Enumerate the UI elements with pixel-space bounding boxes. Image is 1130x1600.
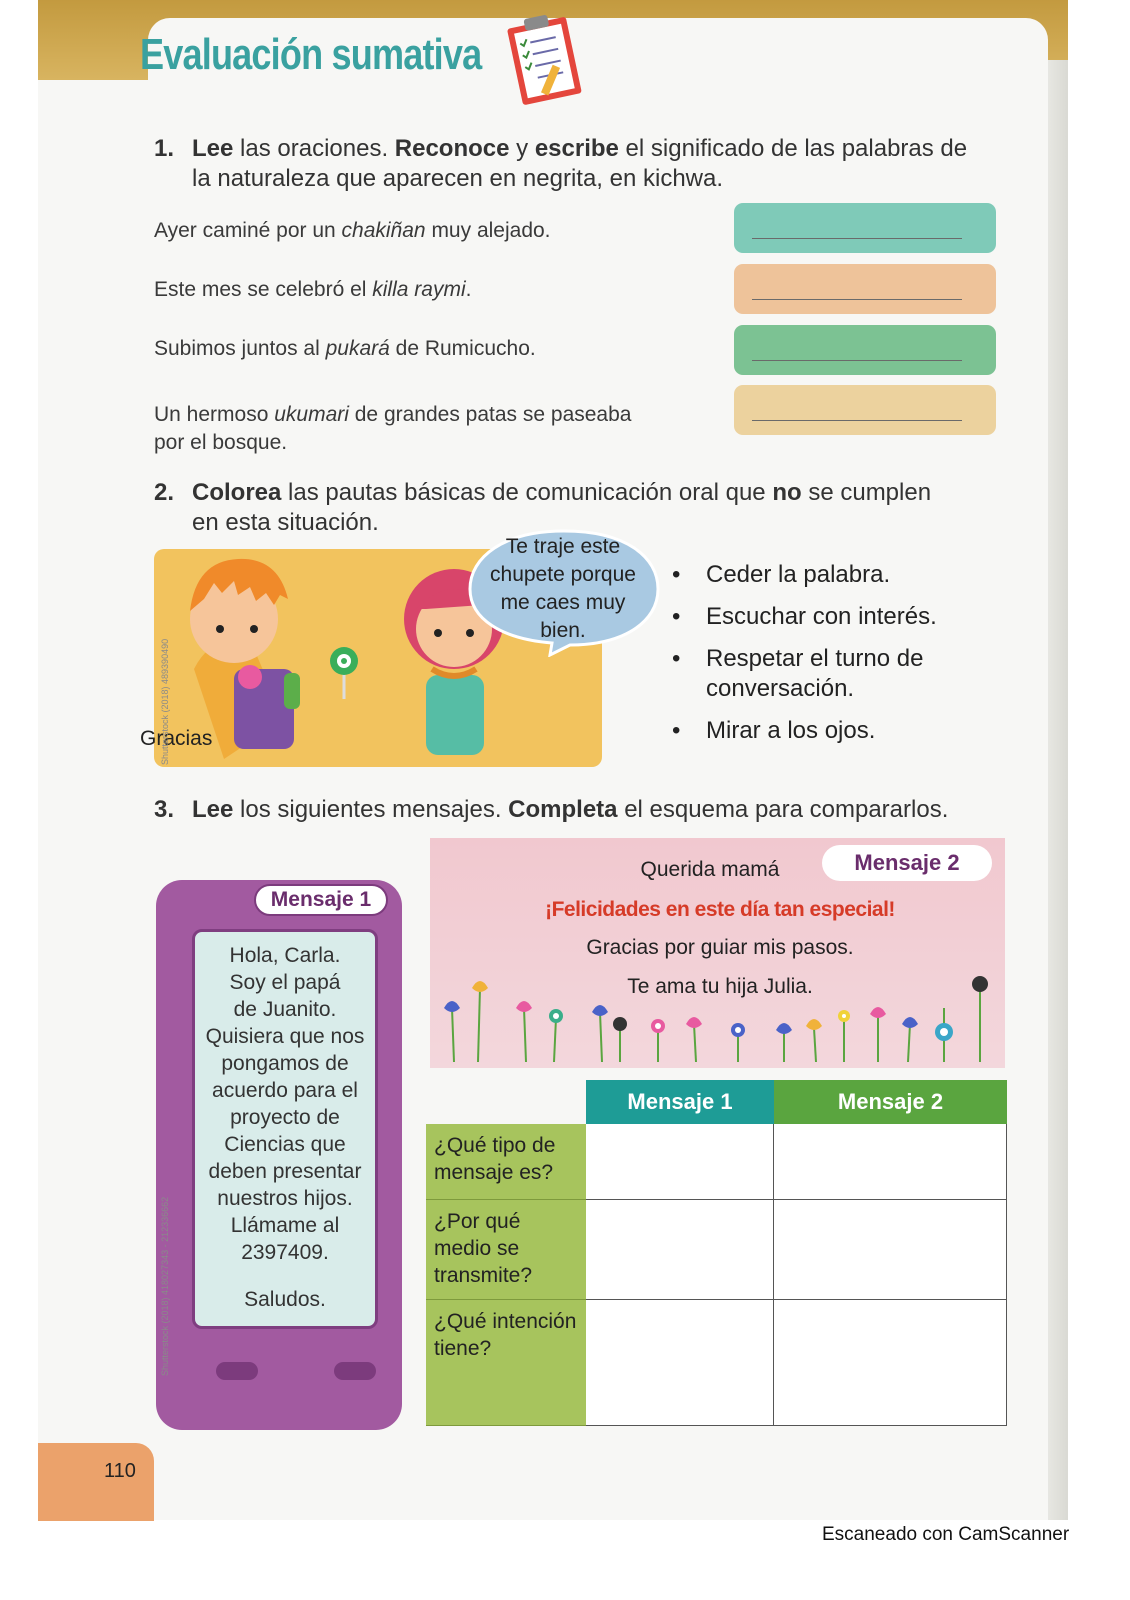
text: las pautas básicas de comunicación oral que [281, 479, 773, 506]
table-cell-answer[interactable] [774, 1300, 1007, 1426]
phone-button [216, 1362, 258, 1380]
table-cell-answer[interactable] [586, 1300, 774, 1426]
sentence-1 [154, 217, 551, 245]
communication-rules-list [672, 560, 972, 746]
verb: Colorea [192, 479, 282, 506]
verb: Completa [508, 796, 618, 823]
table-cell-answer[interactable] [774, 1124, 1007, 1200]
scanner-watermark: Escaneado con CamScanner [822, 1524, 1070, 1545]
text: Ayer caminé por un [154, 219, 342, 242]
answer-box-4[interactable] [734, 385, 996, 435]
bubble-line: chupete porque [490, 563, 636, 586]
text: de grandes patas se paseaba [348, 403, 632, 426]
sentence-2 [154, 276, 471, 304]
message-1-tag: Mensaje 1 [254, 884, 388, 916]
message-line: Hola, Carla. [229, 944, 341, 967]
page-number: 110 [104, 1460, 136, 1482]
message-2-tag: Mensaje 2 [822, 845, 992, 881]
message-1-closing: Saludos. [244, 1288, 326, 1311]
text: en esta situación. [192, 509, 379, 536]
message-2-line: Te ama tu hija Julia. [627, 975, 813, 998]
clipboard-icon [498, 8, 590, 110]
message-line: proyecto de [230, 1106, 340, 1129]
table-header-mensaje-2: Mensaje 2 [774, 1080, 1007, 1124]
sentence-4 [154, 401, 631, 457]
kichwa-word: chakiñan [341, 219, 426, 242]
text: las oraciones. [233, 135, 395, 162]
message-2-line: Gracias por guiar mis pasos. [586, 936, 854, 959]
message-line: Soy el papá [229, 971, 341, 994]
verb: Lee [192, 135, 234, 162]
message-line: Quisiera que nos [205, 1025, 365, 1048]
text: el esquema para compararlos. [617, 796, 949, 823]
answer-box-3[interactable] [734, 325, 996, 375]
bubble-line: bien. [540, 619, 586, 642]
message-line: deben presentar [208, 1160, 362, 1183]
bubble-text [470, 533, 656, 645]
text: y [509, 135, 535, 162]
gracias-label: Gracias [140, 727, 213, 750]
message-line: acuerdo para el [212, 1079, 358, 1102]
image-credit: Shutterstock (2018) 489390490 [160, 638, 170, 765]
verb: Lee [192, 796, 234, 823]
rule-item[interactable]: • Mirar a los ojos. [672, 716, 972, 746]
text: los siguientes mensajes. [233, 796, 509, 823]
rule-item[interactable]: • Ceder la palabra. [672, 560, 972, 590]
text: muy alejado. [425, 219, 551, 242]
text: Este mes se celebró el [154, 278, 373, 301]
rule-item[interactable]: • Respetar el turno de conversación. [672, 644, 972, 704]
text: Subimos juntos al [154, 337, 326, 360]
answer-box-1[interactable] [734, 203, 996, 253]
message-2-highlight-line [510, 898, 930, 922]
kichwa-word: killa raymi [372, 278, 466, 301]
bubble-line: Te traje este [505, 535, 621, 558]
kichwa-word: ukumari [274, 403, 349, 426]
table-cell-answer[interactable] [774, 1200, 1007, 1300]
kichwa-word: pukará [325, 337, 390, 360]
text: se cumplen [801, 479, 932, 506]
message-2-highlight: ¡Felicidades en este día tan especial! [545, 898, 895, 921]
question-3-text [192, 795, 948, 825]
question-1-text [192, 134, 967, 194]
sentence-3 [154, 335, 536, 363]
table-row-header: ¿Por qué medio se transmite? [426, 1200, 586, 1300]
table-row-header: ¿Qué tipo de mensaje es? [426, 1124, 586, 1200]
table-cell-answer[interactable] [586, 1200, 774, 1300]
text: Un hermoso [154, 403, 275, 426]
table-header-mensaje-1: Mensaje 1 [586, 1080, 774, 1124]
image-credit: Shutterstock (2018) 418027343 - 212336662 [160, 1196, 170, 1376]
message-2-greeting: Querida mamá [640, 858, 780, 881]
text: de Rumicucho. [389, 337, 536, 360]
phone-button [334, 1362, 376, 1380]
message-line: nuestros hijos. [217, 1187, 353, 1210]
flowers-decoration [432, 968, 1004, 1066]
text: el significado de las palabras de [618, 135, 968, 162]
question-number: 3. [154, 796, 175, 823]
text: . [465, 278, 472, 301]
page-title: Evaluación sumativa [140, 30, 482, 79]
message-line: 2397409. [241, 1241, 329, 1264]
verb: Reconoce [394, 135, 510, 162]
rule-item[interactable]: • Escuchar con interés. [672, 602, 972, 632]
bubble-line: me caes muy [500, 591, 626, 614]
table-cell-answer[interactable] [586, 1124, 774, 1200]
question-number: 1. [154, 135, 175, 162]
page-number-tab [38, 1443, 154, 1521]
emphasis: no [772, 479, 802, 506]
message-line: de Juanito. [233, 998, 337, 1021]
question-number: 2. [154, 479, 175, 506]
message-line: pongamos de [221, 1052, 349, 1075]
message-1-text [192, 942, 378, 1266]
message-line: Ciencias que [224, 1133, 346, 1156]
message-line: Llámame al [230, 1214, 340, 1237]
verb: escribe [534, 135, 619, 162]
text: por el bosque. [154, 431, 288, 454]
page-edge [1048, 60, 1068, 1520]
answer-box-2[interactable] [734, 264, 996, 314]
text: la naturaleza que aparecen en negrita, en kichwa. [192, 165, 724, 192]
table-row-header: ¿Qué intención tiene? [426, 1300, 586, 1426]
